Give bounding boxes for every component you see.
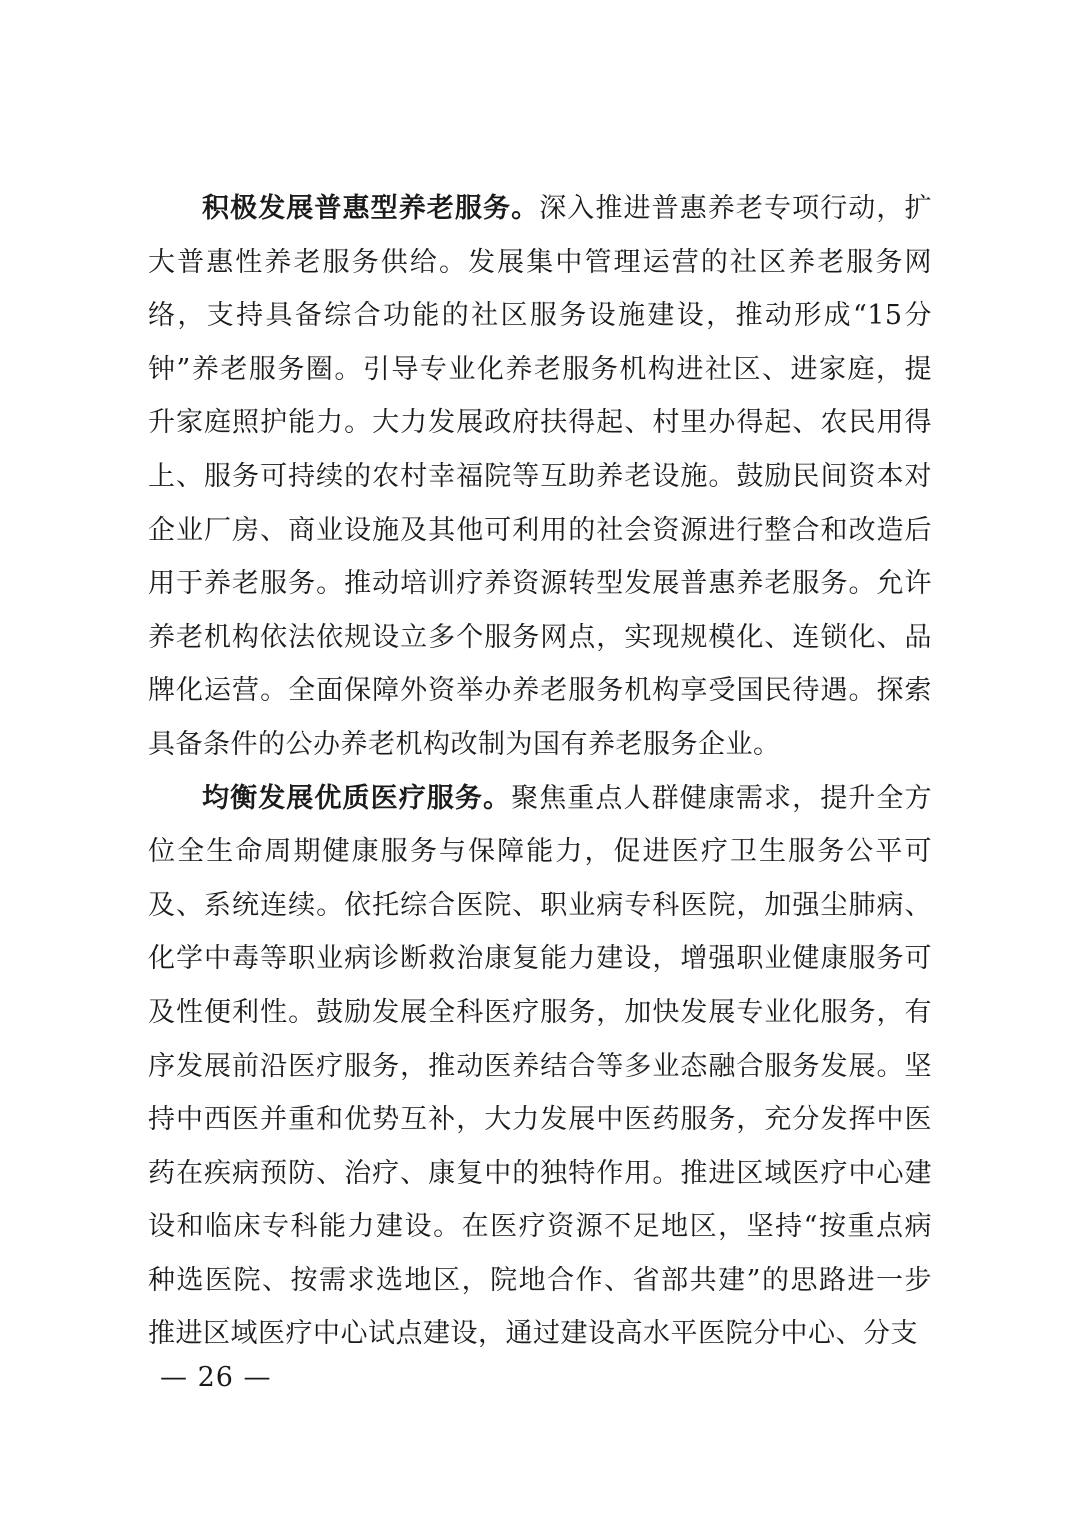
- paragraph-heading: 均衡发展优质医疗服务。: [202, 782, 512, 814]
- document-body: [148, 182, 932, 1361]
- paragraph-text: 深入推进普惠养老专项行动，扩大普惠性养老服务供给。发展集中管理运营的社区养老服务网络，支持具备综合功能的社区服务设施建设，推动形成“15分钟”养老服务圈。引导专业化养老服务机构进社区、进家庭，提升家庭照护能力。大力发展政府扶得起、村里办得起、农民用得上、服务可持续的农村幸福院等互助养老设施。鼓励民间资本对企业厂房、商业设施及其他可利用的社会资源进行整合和改造后用于养老服务。推动培训疗养资源转型发展普惠养老服务。允许养老机构依法依规设立多个服务网点，实现规模化、连锁化、品牌化运营。全面保障外资举办养老服务机构享受国民待遇。探索具备条件的公办养老机构改制为国有养老服务企业。: [148, 193, 933, 760]
- paragraph-elderly-care: [148, 182, 932, 772]
- paragraph-text: 聚焦重点人群健康需求，提升全方位全生命周期健康服务与保障能力，促进医疗卫生服务公平可及、系统连续。依托综合医院、职业病专科医院，加强尘肺病、化学中毒等职业病诊断救治康复能力建设，增强职业健康服务可及性便利性。鼓励发展全科医疗服务，加快发展专业化服务，有序发展前沿医疗服务，推动医养结合等多业态融合服务发展。坚持中西医并重和优势互补，大力发展中医药服务，充分发挥中医药在疾病预防、治疗、康复中的独特作用。推进区域医疗中心建设和临床专科能力建设。在医疗资源不足地区，坚持“按重点病种选医院、按需求选地区，院地合作、省部共建”的思路进一步推进区域医疗中心试点建设，通过建设高水平医院分中心、分支: [148, 782, 933, 1350]
- page-number: — 26 —: [160, 1362, 272, 1393]
- paragraph-heading: 积极发展普惠型养老服务。: [202, 193, 540, 224]
- paragraph-medical-services: [148, 772, 932, 1362]
